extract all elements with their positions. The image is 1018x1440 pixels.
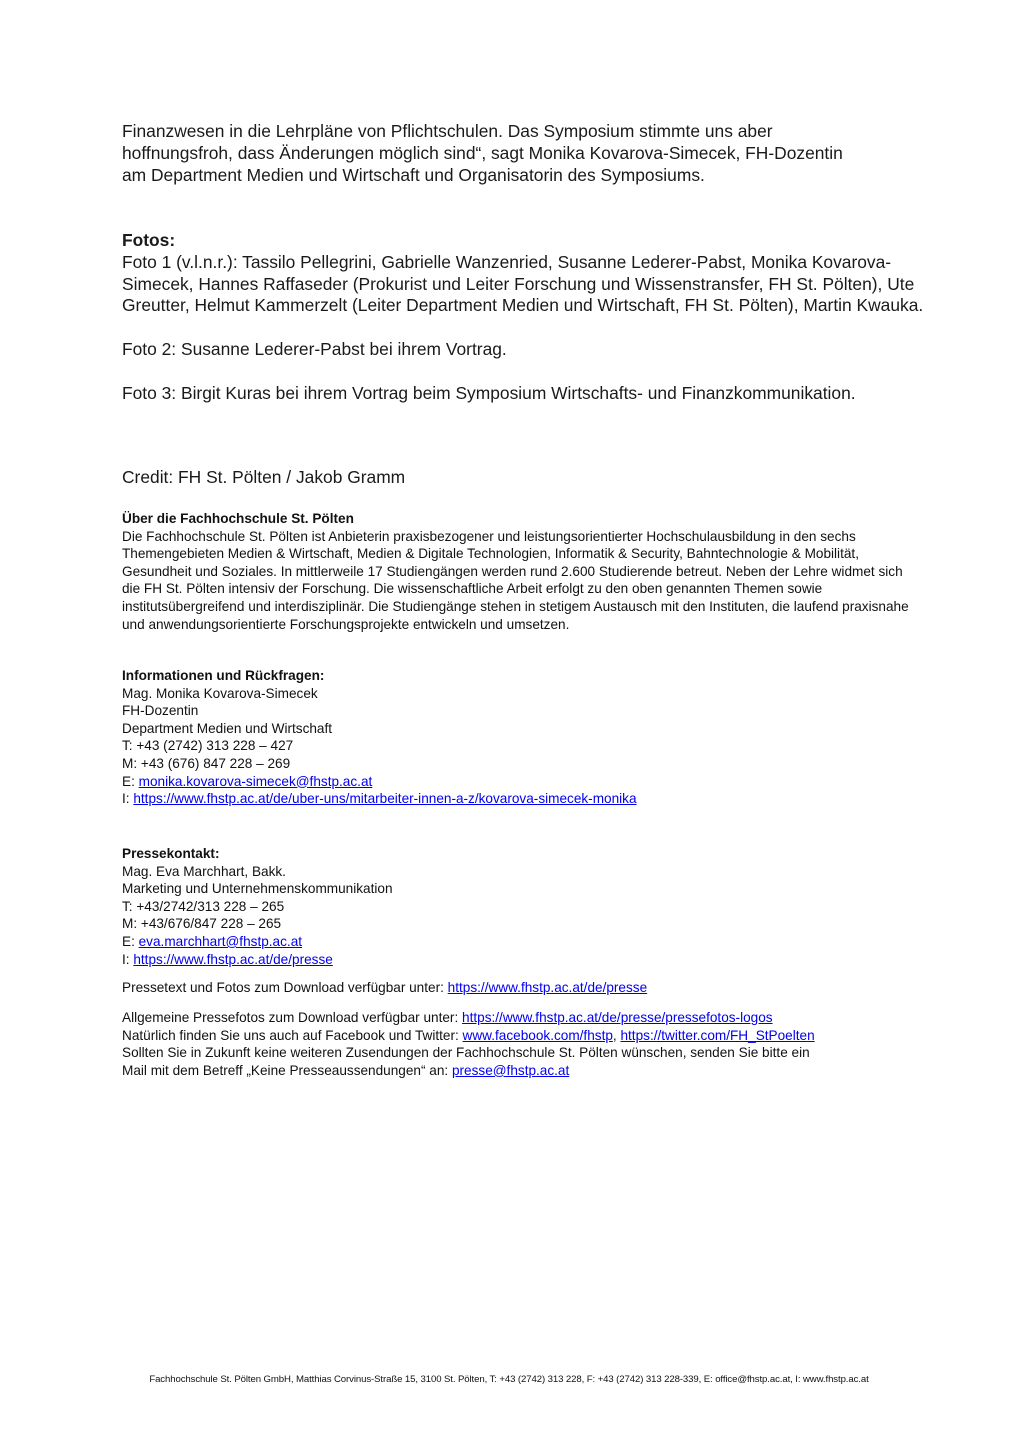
info-web-prefix: I:	[122, 791, 134, 807]
unsubscribe-prefix: Mail mit dem Betreff „Keine Presseaussendungen“ an:	[122, 1062, 452, 1078]
downloads-section	[122, 1009, 922, 1079]
foto-3-caption: Foto 3: Birgit Kuras bei ihrem Vortrag beim Symposium Wirtschafts- und Finanzkommunikation.	[122, 382, 856, 403]
press-text-download	[122, 979, 922, 997]
unsubscribe-email-link[interactable]: presse@fhstp.ac.at	[451, 1062, 570, 1078]
fotos-heading: Fotos:	[122, 230, 176, 250]
intro-line-3: am Department Medien und Wirtschaft und Organisatorin des Symposiums.	[122, 164, 705, 185]
press-photos-link[interactable]: https://www.fhstp.ac.at/de/presse/pressefotos-logos	[462, 1010, 773, 1025]
social-line	[122, 1027, 922, 1045]
info-email-prefix: E:	[122, 773, 139, 789]
info-section	[122, 667, 922, 808]
info-email-line	[122, 773, 922, 791]
press-email-prefix: E:	[122, 933, 139, 949]
about-section	[122, 510, 922, 633]
press-text-prefix: Pressetext und Fotos zum Download verfügbar unter:	[122, 980, 448, 995]
press-name: Mag. Eva Marchhart, Bakk.	[122, 863, 286, 879]
info-department: Department Medien und Wirtschaft	[122, 720, 333, 736]
foto-1-caption: Foto 1 (v.l.n.r.): Tassilo Pellegrini, Gabrielle Wanzenried, Susanne Lederer-Pabst, Monika Kovarova-Simecek, Hannes Raffaseder (Prokurist und Leiter Forschung und Wissenstransfer, FH St. Pölten), Ute Greutter, Helmut Kammerzelt (Leiter Department Medien und Wirtschaft, FH St. Pölten), Martin Kwauka.	[122, 251, 924, 316]
press-email-link[interactable]: eva.marchhart@fhstp.ac.at	[138, 933, 303, 949]
press-web-link[interactable]: https://www.fhstp.ac.at/de/presse	[133, 951, 333, 967]
social-separator: ,	[612, 1027, 621, 1043]
info-phone: T: +43 (2742) 313 228 – 427	[122, 738, 294, 754]
press-text-link[interactable]: https://www.fhstp.ac.at/de/presse	[447, 980, 648, 995]
press-web-prefix: I:	[122, 951, 134, 967]
info-role: FH-Dozentin	[122, 703, 199, 719]
info-mobile: M: +43 (676) 847 228 – 269	[122, 755, 291, 771]
foto-2-caption: Foto 2: Susanne Lederer-Pabst bei ihrem Vortrag.	[122, 338, 507, 359]
press-heading: Pressekontakt:	[122, 846, 220, 861]
info-web-line	[122, 790, 922, 808]
press-photos-line	[122, 1009, 922, 1027]
press-email-line	[122, 933, 922, 951]
press-contact-section	[122, 845, 922, 968]
about-text: Die Fachhochschule St. Pölten ist Anbieterin praxisbezogener und leistungsorientierter Hochschulausbildung in den sechs Themengebieten Medien & Wirtschaft, Medien & Digitale Technologien, Informatik & Security, Bahntechnologie & Mobilität, Gesundheit und Soziales. In mittlerweile 17 Studiengängen werden rund 2.600 Studierende betreut. Neben der Lehre widmet sich die FH St. Pölten intensiv der Forschung. Die wissenschaftliche Arbeit erfolgt zu den oben genannten Themen sowie institutsübergreifend und interdisziplinär. Die Studiengänge stehen in stetigem Austausch mit den Instituten, die laufend praxisnahe und anwendungsorientierte Forschungsprojekte entwickeln und umsetzen.	[122, 528, 909, 632]
about-heading: Über die Fachhochschule St. Pölten	[122, 511, 354, 526]
info-email-link[interactable]: monika.kovarova-simecek@fhstp.ac.at	[138, 773, 373, 789]
social-prefix: Natürlich finden Sie uns auch auf Facebook und Twitter:	[122, 1027, 463, 1043]
photo-credit: Credit: FH St. Pölten / Jakob Gramm	[122, 467, 406, 487]
intro-paragraph	[122, 121, 922, 186]
intro-line-2: hoffnungsfroh, dass Änderungen möglich sind“, sagt Monika Kovarova-Simecek, FH-Dozentin	[122, 142, 843, 163]
unsubscribe-line-1: Sollten Sie in Zukunft keine weiteren Zusendungen der Fachhochschule St. Pölten wünschen, senden Sie bitte ein	[122, 1045, 810, 1061]
twitter-link[interactable]: https://twitter.com/FH_StPoelten	[620, 1027, 815, 1043]
press-phone: T: +43/2742/313 228 – 265	[122, 898, 285, 914]
press-web-line	[122, 951, 922, 969]
fotos-section	[122, 230, 927, 404]
info-name: Mag. Monika Kovarova-Simecek	[122, 685, 318, 701]
facebook-link[interactable]: www.facebook.com/fhstp	[462, 1027, 613, 1043]
page-footer: Fachhochschule St. Pölten GmbH, Matthias Corvinus-Straße 15, 3100 St. Pölten, T: +43 (2742) 313 228, F: +43 (2742) 313 228-339, E: office@fhstp.ac.at, I: www.fhstp.ac.at	[149, 1374, 869, 1385]
info-heading: Informationen und Rückfragen:	[122, 668, 325, 683]
intro-line-1: Finanzwesen in die Lehrpläne von Pflichtschulen. Das Symposium stimmte uns aber	[122, 121, 773, 141]
info-web-link[interactable]: https://www.fhstp.ac.at/de/uber-uns/mitarbeiter-innen-a-z/kovarova-simecek-monika	[133, 791, 637, 807]
press-text-line	[122, 979, 922, 997]
press-mobile: M: +43/676/847 228 – 265	[122, 916, 282, 932]
unsubscribe-line-2	[122, 1062, 922, 1080]
press-role: Marketing und Unternehmenskommunikation	[122, 881, 393, 897]
press-photos-prefix: Allgemeine Pressefotos zum Download verfügbar unter:	[122, 1010, 463, 1025]
